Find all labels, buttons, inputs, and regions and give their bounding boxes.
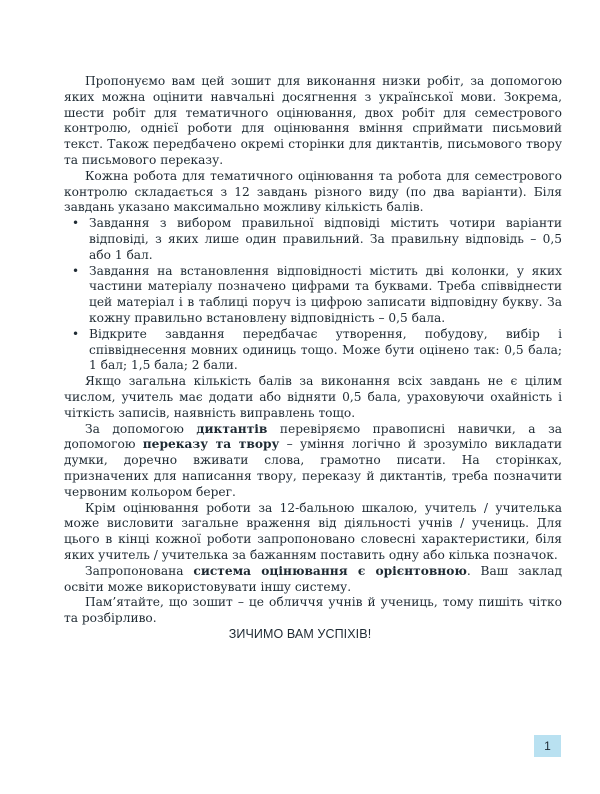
bold-term: переказу та твору <box>142 437 280 452</box>
text-run: перевіряємо правописні навички, а за допомогою <box>64 421 562 452</box>
page-body <box>64 74 562 627</box>
bullet-icon: • <box>72 216 80 231</box>
bullet-icon: • <box>72 326 80 341</box>
list-item <box>72 216 562 263</box>
closing-wish: ЗИЧИМО ВАМ УСПІХІВ! <box>228 627 372 641</box>
intro-paragraph-2: Кожна робота для тематичного оцінювання та робота для семестрового контролю складається з 12 завдань різного виду (по два варіанти). Біля завдань указано максимально можливу кількість балів. <box>64 168 562 215</box>
text-run: Запропонована <box>85 563 194 578</box>
bold-term: диктантів <box>196 421 268 436</box>
task-types-list <box>64 216 562 374</box>
rounding-paragraph: Якщо загальна кількість балів за виконання всіх завдань не є цілим числом, учитель має додати або відняти 0,5 бала, ураховуючи охайність і чіткість записів, наявність виправлень тощо. <box>64 374 562 420</box>
dictation-paragraph <box>64 422 562 501</box>
text-run: – уміння логічно й зрозуміло викладати думки, доречно вживати слова, грамотно писати. На сторінках, призначених для написання твору, переказу й диктантів, треба позначити червоним кольором берег. <box>64 437 562 499</box>
system-paragraph <box>64 564 562 596</box>
bullet-icon: • <box>72 263 80 278</box>
text-run: . Ваш заклад освіти може використовувати іншу систему. <box>64 563 562 594</box>
list-item <box>72 327 562 374</box>
reminder-paragraph: Пам’ятайте, що зошит – це обличчя учнів й учениць, тому пишіть чітко та розбірливо. <box>64 595 562 626</box>
evaluation-paragraph: Крім оцінювання роботи за 12-бальною шкалою, учитель / учителька може висловити загальне враження від діяльності учнів / учениць. Для цього в кінці кожної роботи запропоновано словесні характеристики, біля яких учитель / учителька за бажанням поставить одну або кілька позначок. <box>64 500 562 562</box>
list-item-text: Завдання на встановлення відповідності містить дві колонки, у яких частини матеріалу позначено цифрами та буквами. Треба співвіднести цей матеріал і в таблиці поруч із цифрою записати відповідну букву. За кожну правильно встановлену відповідність – 0,5 бала. <box>89 263 562 325</box>
text-run: За допомогою <box>85 421 197 436</box>
bold-term: система оцінювання є орієнтовною <box>193 563 467 578</box>
list-item-text: Завдання з вибором правильної відповіді містить чотири варіанти відповіді, з яких лише один правильний. За правильну відповідь – 0,5 або 1 бал. <box>89 216 562 262</box>
page-number: 1 <box>534 735 561 757</box>
list-item <box>72 264 562 327</box>
list-item-text: Відкрите завдання передбачає утворення, побудову, вибір і співвіднесення мовних одиниць тощо. Може бути оцінено так: 0,5 бала; 1 бал; 1,5 бала; 2 бали. <box>89 326 562 373</box>
intro-paragraph: Пропонуємо вам цей зошит для виконання низки робіт, за допомогою яких можна оцінити навчальні досягнення з української мови. Зокрема, шести робіт для тематичного оцінювання, двох робіт для семестрового контролю, однієї роботи для оцінювання вміння сприймати письмовий текст. Також передбачено окремі сторінки для диктантів, письмового твору та письмового переказу. <box>64 74 562 167</box>
